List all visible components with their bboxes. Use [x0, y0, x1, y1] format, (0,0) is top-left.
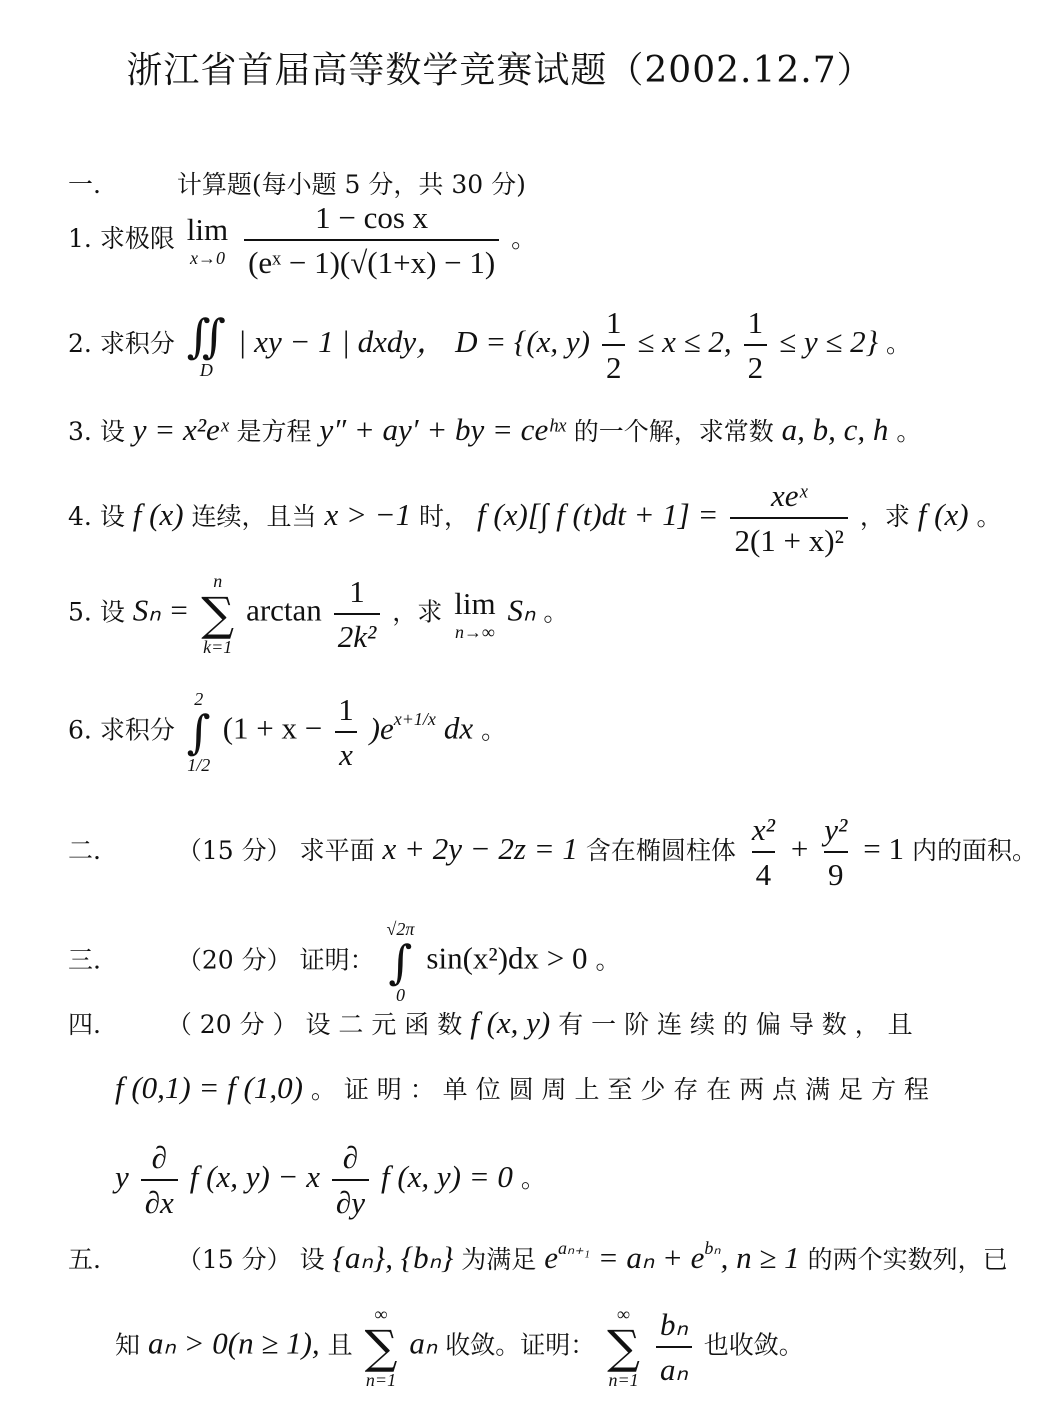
summation: n ∑ k=1	[201, 571, 235, 658]
problem-5: 5. 设 Sₙ = n ∑ k=1 arctan $\frac{1}{\text{2k²}}$ ，求 lim n→∞ Sₙ 。	[68, 571, 569, 658]
rhs-fraction: $\frac{\text{xeˣ}}{\text{2(1 + x)²}}$	[730, 478, 847, 559]
section-2: 二. （15 分） 求平面 x + 2y − 2z = 1 含在椭圆柱体 $\frac{\text{x²}}{4}$ + $\frac{\text{y²}}{9}$ = 1 内的面积。	[68, 812, 1037, 892]
problem-number: 1.	[68, 224, 92, 253]
problem-2: 2. 求积分 ∬ D | xy − 1 | dxdy， D = {(x, y) $\frac{1}{2}$ ≤ x ≤ 2, $\frac{1}{2}$ ≤ y ≤ 2} 。	[68, 305, 911, 385]
ratio-fraction: $\frac{\text{bₙ}}{\text{aₙ}}$	[656, 1307, 692, 1388]
half-fraction: $\frac{1}{2}$	[744, 305, 768, 386]
problem-1: 1. 求极限 lim x→0 $\frac{\text{1 − cos x}}{\text{(eˣ − 1)(√(1+x) − 1)}}$ 。	[68, 200, 537, 280]
limit-fraction: $\frac{\text{1 − cos x}}{\text{(eˣ − 1)(√(1+x) − 1)}}$	[244, 200, 499, 281]
limit-operator: lim n→∞	[454, 585, 496, 642]
section-5-line-1: 五. （15 分） 设 {aₙ}, {bₙ} 为满足 $e^{a_{n+1}} = a_n + e^{b_n}$, n ≥ 1 的两个实数列，已	[68, 1238, 1008, 1275]
section-3: 三. （20 分） 证明： √2π ∫ 0 sin(x²)dx > 0 。	[68, 919, 621, 1006]
summation: ∞ ∑ n=1	[607, 1304, 640, 1391]
section-1-heading	[68, 165, 526, 201]
section-5-line-2: 知 aₙ > 0(n ≥ 1), 且 ∞ ∑ n=1 aₙ 收敛。证明： ∞ ∑ n=1 $\frac{\text{bₙ}}{\text{aₙ}}$ 也收敛。	[115, 1304, 804, 1391]
partial-x: $\frac{\partial}{\partial x}$	[141, 1140, 178, 1221]
definite-integral: 2 ∫ 1/2	[186, 689, 211, 776]
limit-operator: lim x→0	[186, 212, 229, 268]
problem-prefix: 求极限	[99, 224, 175, 253]
half-fraction: $\frac{1}{2}$	[602, 305, 626, 386]
section-number: 一.	[68, 170, 101, 199]
problem-6: 6. 求积分 2 ∫ 1/2 (1 + x − $\frac{1}{x}$ )$e^{x+1/x}$ dx 。	[68, 689, 507, 776]
page-title: 浙江省首届高等数学竞赛试题（2002.12.7）	[126, 50, 874, 91]
problem-3: 3. 设 y = x²eˣ 是方程 y″ + ay′ + by = ceʰˣ 的一个解，求常数 a, b, c, h 。	[68, 412, 922, 447]
partial-y: $\frac{\partial}{\partial y}$	[332, 1140, 369, 1221]
section-4-line-3: y $\frac{\partial}{\partial x}$ f (x, y) − x $\frac{\partial}{\partial y}$ f (x, y) = 0 。	[115, 1140, 546, 1220]
double-integral: ∬ D	[186, 309, 226, 380]
arctan-fraction: $\frac{1}{\text{2k²}}$	[334, 574, 381, 655]
ellipse-y-term: $\frac{\text{y²}}{9}$	[824, 812, 848, 892]
problem-4: 4. 设 f (x) 连续，且当 x > −1 时， f (x)[∫ f (t)dt + 1] = $\frac{\text{xeˣ}}{\text{2(1 + x)²}}$ ，求 f (x) 。	[68, 478, 1002, 558]
section-4-line-2: f (0,1) = f (1,0) 。 证 明 ： 单 位 圆 周 上 至 少 存 在 两 点 满 足 方 程	[115, 1070, 929, 1105]
section-4-line-1: 四. （ 20 分 ） 设 二 元 函 数 f (x, y) 有 一 阶 连 续 的 偏 导 数 ， 且	[68, 1005, 913, 1040]
summation: ∞ ∑ n=1	[364, 1304, 398, 1391]
inverse-x-fraction: $\frac{1}{x}$	[334, 692, 358, 773]
definite-integral: √2π ∫ 0	[386, 919, 415, 1006]
section-title: 计算题(每小题 5 分，共 30 分)	[176, 170, 526, 199]
ellipse-x-term: $\frac{\text{x²}}{4}$	[751, 812, 775, 892]
